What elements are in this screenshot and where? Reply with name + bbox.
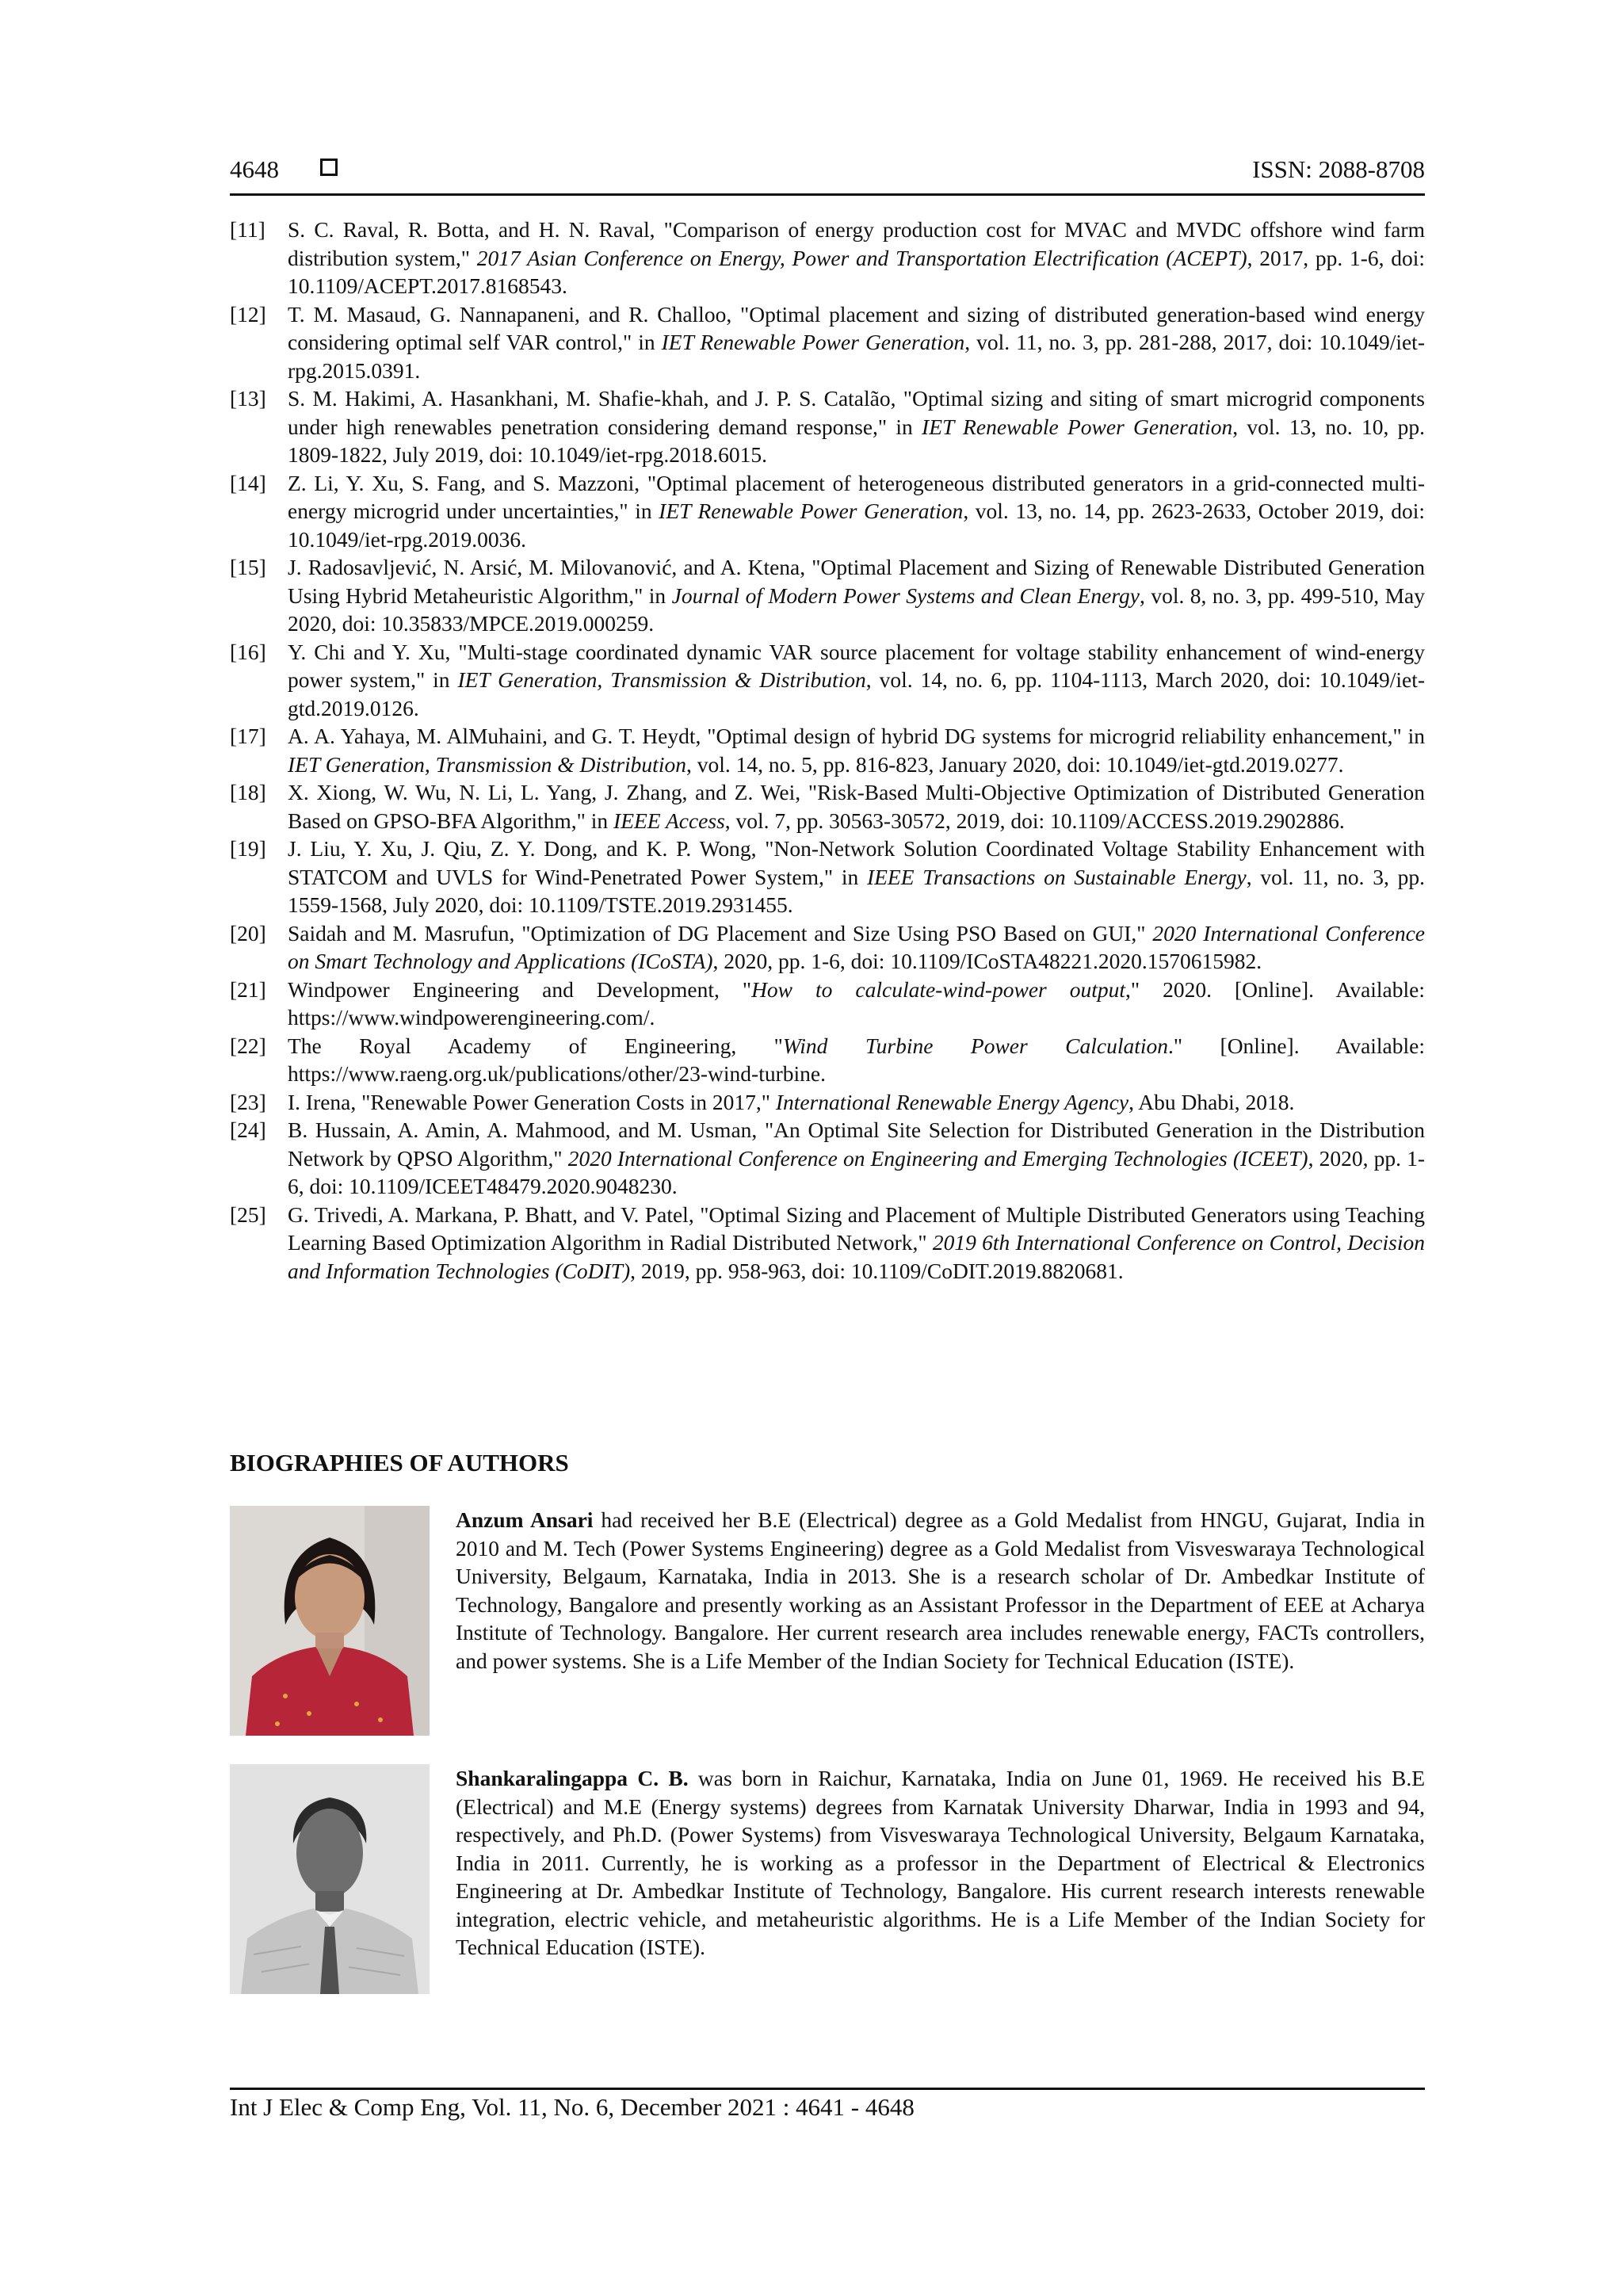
reference-venue: 2019 6th International Conference on Control, Decision and Information Technologies (CoDIT) <box>288 1230 1425 1283</box>
reference-number: [23] <box>230 1089 266 1114</box>
reference-number: [11] <box>230 217 265 242</box>
reference-number: [25] <box>230 1201 266 1227</box>
author-photo-anzum-ansari <box>230 1506 430 1736</box>
page-header <box>230 155 1425 193</box>
reference-venue: 2020 International Conference on Smart Technology and Applications (ICoSTA) <box>288 920 1425 973</box>
reference-number: [12] <box>230 301 266 327</box>
reference-item: [15] J. Radosavljević, N. Arsić, M. Milovanović, and A. Ktena, "Optimal Placement and Sizing of Renewable Distributed Generation Using Hybrid Metaheuristic Algorithm," in Journal of Modern Power Systems and Clean Energy, vol. 8, no. 3, pp. 499-510, May 2020, doi: 10.35833/MPCE.2019.000259. <box>230 555 1425 636</box>
reference-number: [16] <box>230 639 266 664</box>
reference-item: [22] The Royal Academy of Engineering, "Wind Turbine Power Calculation." [Online]. Available: https://www.raeng.org.uk/publications/other/23-wind-turbine. <box>230 1033 1425 1086</box>
reference-item: [25] G. Trivedi, A. Markana, P. Bhatt, and V. Patel, "Optimal Sizing and Placement of Multiple Distributed Generators using Teaching Learning Based Optimization Algorithm in Radial Distributed Network," 2019 6th International Conference on Control, Decision and Information Technologies (CoDIT), 2019, pp. 958-963, doi: 10.1109/CoDIT.2019.8820681. <box>230 1201 1425 1283</box>
reference-number: [19] <box>230 836 266 861</box>
reference-venue: IET Renewable Power Generation <box>659 499 964 523</box>
author-name: Anzum Ansari <box>456 1507 594 1532</box>
reference-venue: How to calculate-wind-power output <box>751 976 1126 1002</box>
author-bio-text: was born in Raichur, Karnataka, India on June 01, 1969. He received his B.E (Electrical) and M.E (Energy systems) degrees from Karnatak University Dharwar, India in 1993 and 94, respectively, and Ph.D. (Power Systems) from Visveswaraya Technological University, Belgaum Karnataka, India in 2011. Currently, he is working as a professor in the Department of Electrical & Electronics Engineering at Dr. Ambedkar Institute of Technology, Bangalore. His current research interests renewable integration, electric vehicle, and metaheuristic algorithms. He is a Life Member of the Indian Society for Technical Education (ISTE). <box>456 1766 1425 1959</box>
reference-venue: 2020 International Conference on Engineering and Emerging Technologies (ICEET) <box>567 1145 1308 1171</box>
reference-number: [18] <box>230 780 266 804</box>
reference-item: [18] X. Xiong, W. Wu, N. Li, L. Yang, J. Zhang, and Z. Wei, "Risk-Based Multi-Objective Optimization of Distributed Generation Based on GPSO-BFA Algorithm," in IEEE Access, vol. 7, pp. 30563-30572, 2019, doi: 10.1109/ACCESS.2019.2902886. <box>230 780 1425 833</box>
reference-venue: Wind Turbine Power Calculation <box>782 1033 1168 1058</box>
reference-number: [24] <box>230 1117 266 1142</box>
reference-item: [21] Windpower Engineering and Development, "How to calculate-wind-power output," 2020. [Online]. Available: https://www.windpowerengineering.com/. <box>230 976 1425 1030</box>
author-bio-anzum-ansari <box>456 1506 1425 1675</box>
reference-item: [12] T. M. Masaud, G. Nannapaneni, and R. Challoo, "Optimal placement and sizing of distributed generation-based wind energy considering optimal self VAR control," in IET Renewable Power Generation, vol. 11, no. 3, pp. 281-288, 2017, doi: 10.1049/iet-rpg.2015.0391. <box>230 301 1425 383</box>
reference-venue: 2017 Asian Conference on Energy, Power and Transportation Electrification (ACEPT) <box>476 245 1247 270</box>
footer-rule <box>230 2088 1425 2090</box>
author-name: Shankaralingappa C. B. <box>456 1766 689 1790</box>
reference-list <box>230 216 1425 1285</box>
reference-number: [20] <box>230 920 266 946</box>
reference-venue: IET Generation, Transmission & Distribution <box>457 667 866 692</box>
reference-venue: IEEE Access <box>613 808 725 833</box>
reference-number: [15] <box>230 555 266 579</box>
reference-number: [22] <box>230 1033 266 1058</box>
reference-item: [11] S. C. Raval, R. Botta, and H. N. Raval, "Comparison of energy production cost for MVAC and MVDC offshore wind farm distribution system," 2017 Asian Conference on Energy, Power and Transportation Electrification (ACEPT), 2017, pp. 1-6, doi: 10.1109/ACEPT.2017.8168543. <box>230 217 1425 298</box>
reference-item: [13] S. M. Hakimi, A. Hasankhani, M. Shafie-khah, and J. P. S. Catalão, "Optimal sizing and siting of smart microgrid components under high renewables penetration considering demand response," in IET Renewable Power Generation, vol. 13, no. 10, pp. 1809-1822, July 2019, doi: 10.1049/iet-rpg.2018.6015. <box>230 386 1425 467</box>
reference-item: [24] B. Hussain, A. Amin, A. Mahmood, and M. Usman, "An Optimal Site Selection for Distributed Generation in the Distribution Network by QPSO Algorithm," 2020 International Conference on Engineering and Emerging Technologies (ICEET), 2020, pp. 1-6, doi: 10.1109/ICEET48479.2020.9048230. <box>230 1117 1425 1198</box>
square-bullet-icon <box>320 159 338 176</box>
header-rule <box>230 193 1425 196</box>
reference-venue: IET Generation, Transmission & Distribution <box>288 751 686 777</box>
issn-label: ISSN: 2088-8708 <box>1252 155 1425 183</box>
author-bio-shankaralingappa <box>456 1764 1425 1962</box>
reference-venue: International Renewable Energy Agency <box>775 1089 1129 1114</box>
reference-item: [17] A. A. Yahaya, M. AlMuhaini, and G. T. Heydt, "Optimal design of hybrid DG systems for microgrid reliability enhancement," in IET Generation, Transmission & Distribution, vol. 14, no. 5, pp. 816-823, January 2020, doi: 10.1049/iet-gtd.2019.0277. <box>230 724 1425 777</box>
portrait-woman-image <box>230 1506 430 1736</box>
reference-venue: IET Renewable Power Generation <box>661 330 965 354</box>
author-bio-text: had received her B.E (Electrical) degree as a Gold Medalist from HNGU, Gujarat, India in 2010 and M. Tech (Power Systems Engineering) degree as a Gold Medalist from Visveswaraya Technological University, Belgaum, Karnataka, India in 2013. She is a research scholar of Dr. Ambedkar Institute of Technology, Bangalore and presently working as an Assistant Professor in the Department of EEE at Acharya Institute of Technology. Bangalore. Her current research area includes renewable energy, FACTs controllers, and power systems. She is a Life Member of the Indian Society for Technical Education (ISTE). <box>456 1507 1425 1673</box>
reference-number: [13] <box>230 386 266 411</box>
page-number: 4648 <box>230 155 279 183</box>
reference-venue: Journal of Modern Power Systems and Clean Energy <box>671 583 1140 608</box>
reference-venue: IEEE Transactions on Sustainable Energy <box>866 864 1247 889</box>
portrait-man-image <box>230 1764 430 1994</box>
reference-item: [19] J. Liu, Y. Xu, J. Qiu, Z. Y. Dong, and K. P. Wong, "Non-Network Solution Coordinated Voltage Stability Enhancement with STATCOM and UVLS for Wind-Penetrated Power System," in IEEE Transactions on Sustainable Energy, vol. 11, no. 3, pp. 1559-1568, July 2020, doi: 10.1109/TSTE.2019.2931455. <box>230 836 1425 917</box>
reference-item: [14] Z. Li, Y. Xu, S. Fang, and S. Mazzoni, "Optimal placement of heterogeneous distributed generators in a grid-connected multi-energy microgrid under uncertainties," in IET Renewable Power Generation, vol. 13, no. 14, pp. 2623-2633, October 2019, doi: 10.1049/iet-rpg.2019.0036. <box>230 470 1425 552</box>
reference-venue: IET Renewable Power Generation <box>922 414 1233 439</box>
reference-item: [20] Saidah and M. Masrufun, "Optimization of DG Placement and Size Using PSO Based on GUI," 2020 International Conference on Smart Technology and Applications (ICoSTA), 2020, pp. 1-6, doi: 10.1109/ICoSTA48221.2020.1570615982. <box>230 920 1425 973</box>
page-footer: Int J Elec & Comp Eng, Vol. 11, No. 6, December 2021 : 4641 - 4648 <box>230 2093 915 2121</box>
reference-number: [14] <box>230 470 266 495</box>
reference-item: [16] Y. Chi and Y. Xu, "Multi-stage coordinated dynamic VAR source placement for voltage stability enhancement of wind-energy power system," in IET Generation, Transmission & Distribution, vol. 14, no. 6, pp. 1104-1113, March 2020, doi: 10.1049/iet-gtd.2019.0126. <box>230 639 1425 720</box>
reference-number: [17] <box>230 724 266 748</box>
author-photo-shankaralingappa <box>230 1764 430 1994</box>
reference-item: [23] I. Irena, "Renewable Power Generation Costs in 2017," International Renewable Energy Agency, Abu Dhabi, 2018. <box>230 1088 1425 1117</box>
biographies-heading: BIOGRAPHIES OF AUTHORS <box>230 1449 569 1477</box>
reference-number: [21] <box>230 976 266 1002</box>
